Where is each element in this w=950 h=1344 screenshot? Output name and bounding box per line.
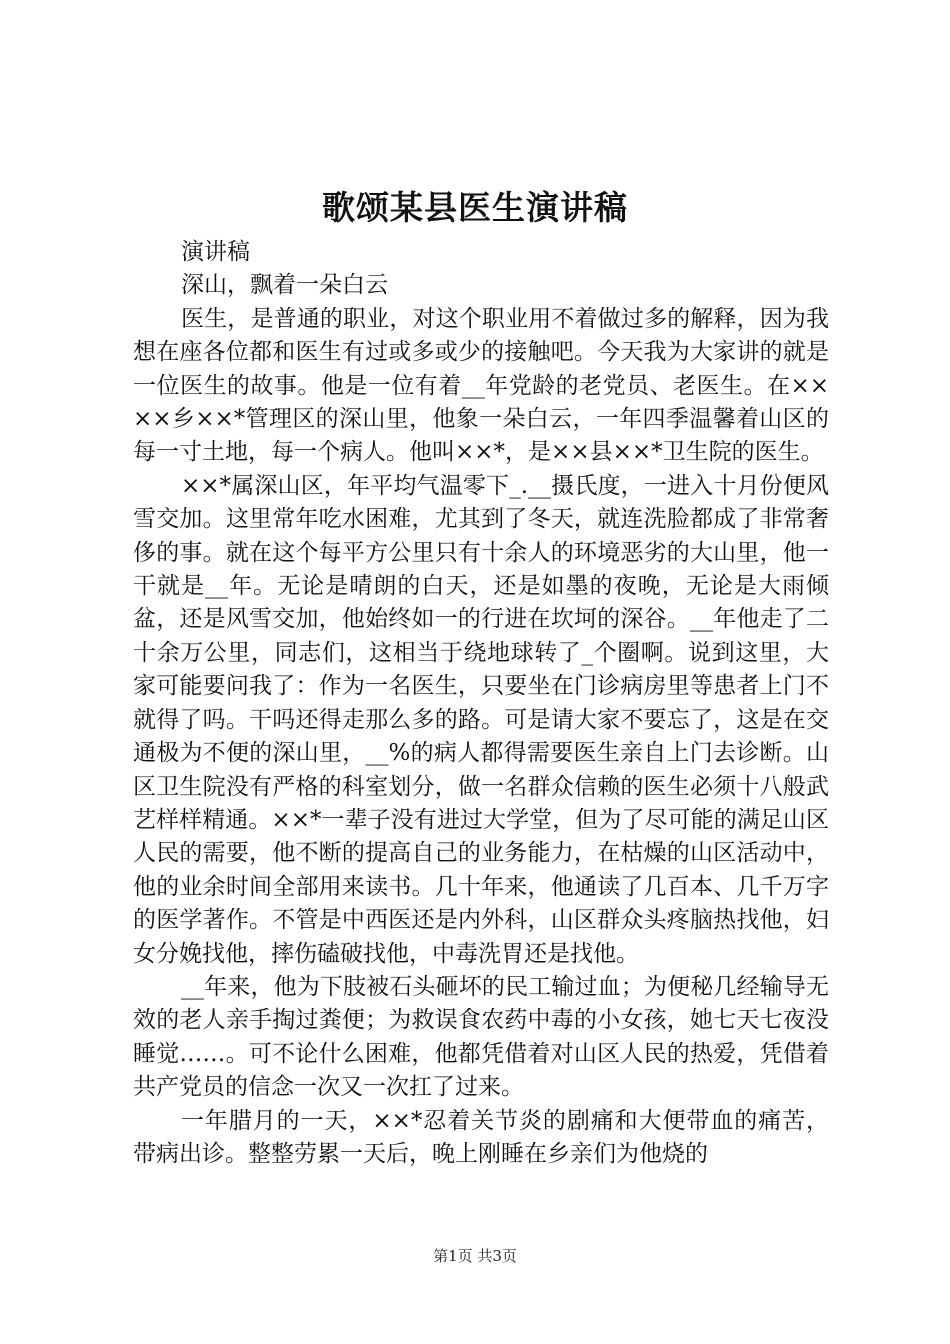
paragraph: ××*属深山区，年平均气温零下_.__摄氏度，一进入十月份便风雪交加。这里常年吃水困难，尤其到了冬天，就连洗脸都成了非常奢侈的事。就在这个每平方公里只有十余人的环境恶劣的大山里，他一干就是__年。无论是晴朗的白天，还是如墨的夜晚，无论是大雨倾盆，还是风雪交加，他始终如一的行进在坎坷的深谷。__年他走了二十余万公里，同志们，这相当于绕地球转了_个圈啊。说到这里，大家可能要问我了：作为一名医生，只要坐在门诊病房里等患者上门不就得了吗。干吗还得走那么多的路。可是请大家不要忘了，这是在交通极为不便的深山里，__%的病人都得需要医生亲自上门去诊断。山区卫生院没有严格的科室划分，做一名群众信赖的医生必须十八般武艺样样精通。××*一辈子没有进过大学堂，但为了尽可能的满足山区人民的需要，他不断的提高自己的业务能力，在枯燥的山区活动中，他的业余时间全部用来读书。几十年来，他通读了几百本、几千万字的医学著作。不管是中西医还是内外科，山区群众头疼脑热找他，妇女分娩找他，摔伤磕破找他，中毒洗胃还是找他。 [133,472,829,967]
paragraph: __年来，他为下肢被石头砸坏的民工输过血；为便秘几经输导无效的老人亲手掏过粪便；为救误食农药中毒的小女孩，她七天七夜没睡觉……。可不论什么困难，他都凭借着对山区人民的热爱，凭借着共产党员的信念一次又一次扛了过来。 [133,973,829,1101]
paragraph: 医生，是普通的职业，对这个职业用不着做过多的解释，因为我想在座各位都和医生有过或多或少的接触吧。今天我为大家讲的就是一位医生的故事。他是一位有着__年党龄的老党员、老医生。在××××乡××*管理区的深山里，他象一朵白云，一年四季温馨着山区的每一寸土地，每一个病人。他叫××*，是××县××*卫生院的医生。 [133,305,829,466]
paragraph-label: 演讲稿 [181,239,250,265]
page-footer: 第1页 共3页 [433,1247,517,1265]
document-title: 歌颂某县医生演讲稿 [322,188,628,227]
paragraph: 一年腊月的一天，××*忍着关节炎的剧痛和大便带血的痛苦，带病出诊。整整劳累一天后，晚上刚睡在乡亲们为他烧的 [133,1107,829,1167]
paragraph-subtitle: 深山，飘着一朵白云 [181,272,388,299]
document-body [133,236,829,1171]
